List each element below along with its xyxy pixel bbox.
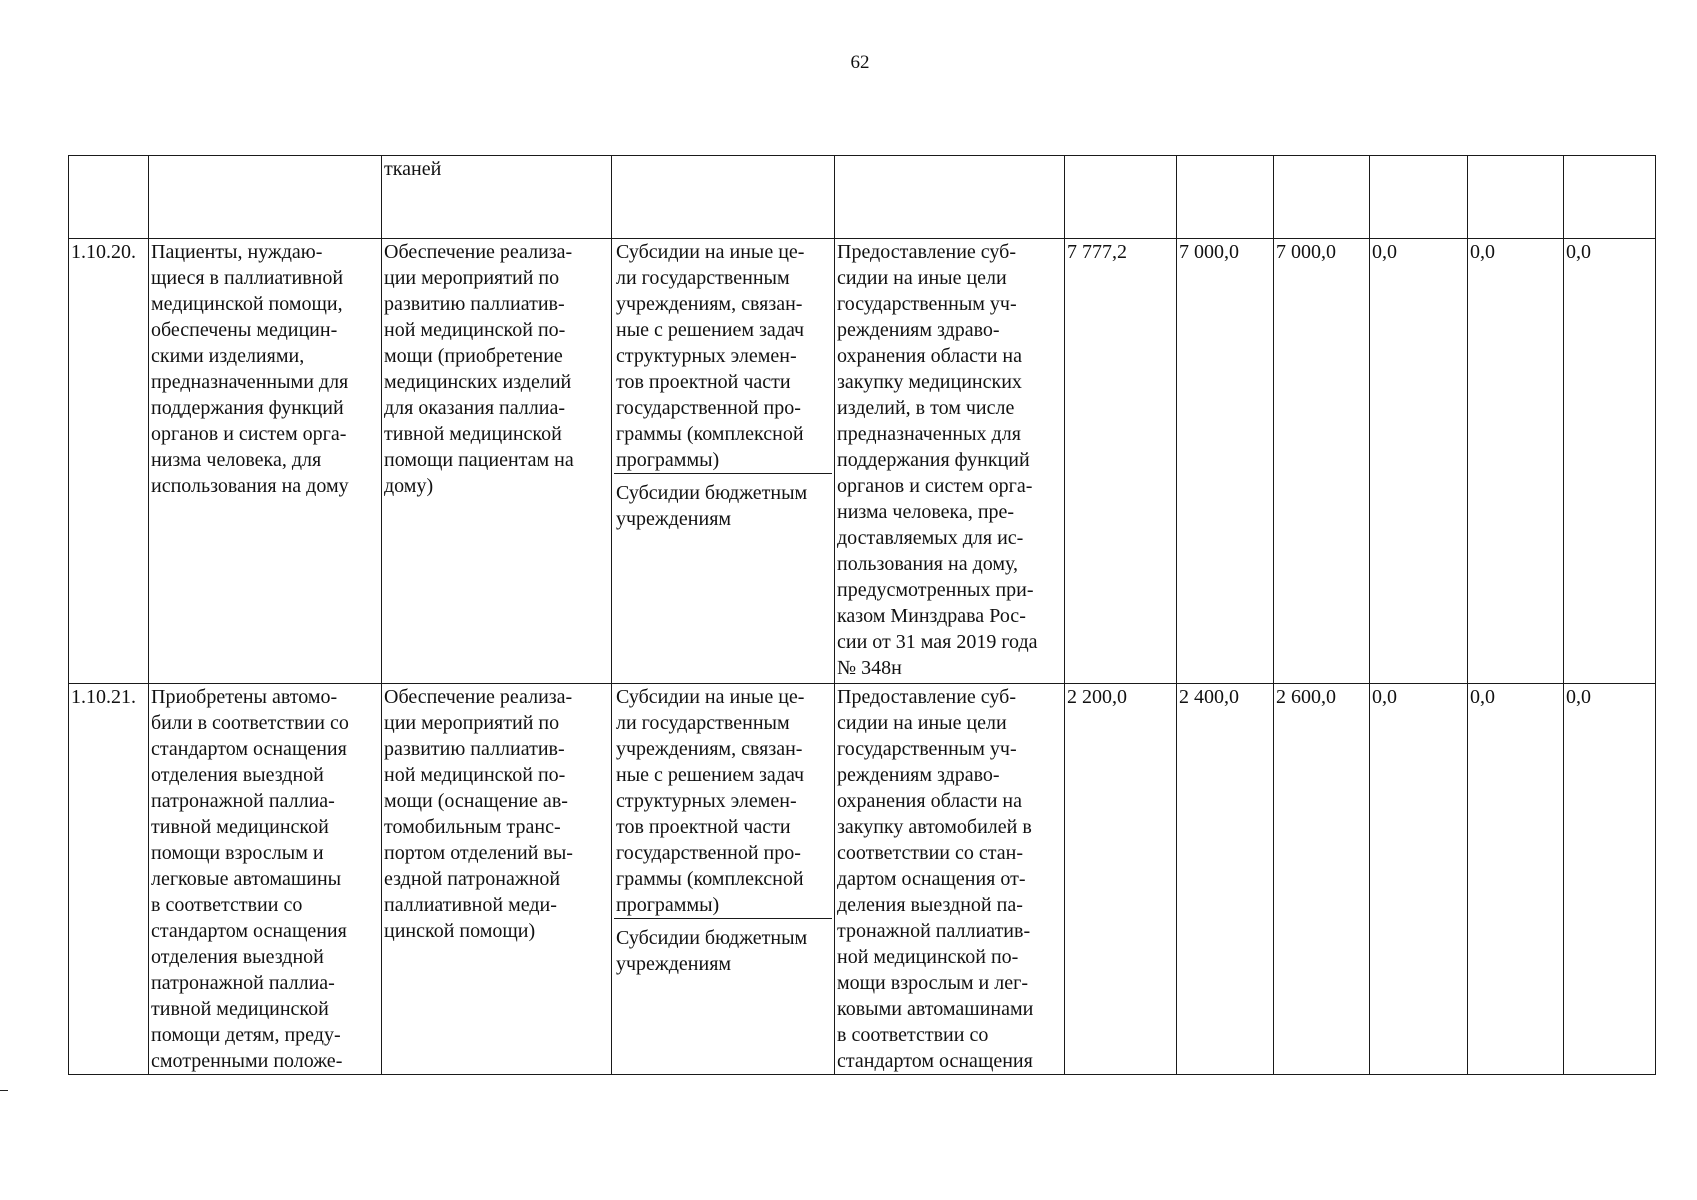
text-line: отделения выездной	[151, 946, 324, 968]
text-line: государственной про-	[616, 842, 801, 864]
text-line: низма человека, пре-	[837, 501, 1015, 523]
text-line: ковыми автомашинами	[837, 998, 1034, 1020]
table-row	[69, 239, 1656, 684]
text-line: ли государственным	[616, 712, 790, 734]
funding-primary	[614, 239, 832, 473]
text-line: учреждениям, связан-	[616, 738, 803, 760]
text-line: органов и систем орга-	[151, 423, 347, 445]
text-line: развитию паллиатив-	[384, 293, 565, 315]
row-number-cell: 1.10.21.	[69, 684, 149, 1075]
value-cell: 0,0	[1564, 239, 1656, 684]
text-line: реждениям здраво-	[837, 764, 1000, 786]
text-line: № 348н	[837, 657, 902, 679]
value-cell: 2 400,0	[1177, 684, 1274, 1075]
text-line: доставляемых для ис-	[837, 527, 1024, 549]
text-line: паллиативной меди-	[384, 894, 557, 916]
text-line: государственной про-	[616, 397, 801, 419]
text-line: Предоставление суб-	[837, 686, 1016, 708]
text-line: граммы (комплексной	[616, 868, 804, 890]
text-line: Субсидии бюджетным	[616, 927, 808, 949]
text-line: Обеспечение реализа-	[384, 241, 573, 263]
table-row	[69, 684, 1656, 1075]
text-line: тов проектной части	[616, 371, 791, 393]
text-line: структурных элемен-	[616, 345, 797, 367]
value-cell: 7 777,2	[1065, 239, 1177, 684]
value-cell	[1065, 156, 1177, 239]
funding-cell	[612, 239, 835, 684]
text-line: реждениям здраво-	[837, 319, 1000, 341]
text-line: скими изделиями,	[151, 345, 305, 367]
text-line: ные с решением задач	[616, 319, 805, 341]
text-line: помощи детям, преду-	[151, 1024, 341, 1046]
text-line: для оказания паллиа-	[384, 397, 565, 419]
text-line: помощи пациентам на	[384, 449, 574, 471]
text-line: мощи (приобретение	[384, 345, 563, 367]
page-number: 62	[850, 52, 870, 73]
text-line: соответствии со стан-	[837, 842, 1023, 864]
text-line: закупку автомобилей в	[837, 816, 1032, 838]
value-cell	[1370, 156, 1468, 239]
text-line: щиеся в паллиативной	[151, 267, 344, 289]
text-line: ездной патронажной	[384, 868, 561, 890]
text-line: охранения области на	[837, 790, 1022, 812]
measure-cell	[382, 239, 612, 684]
text-line: медицинских изделий	[384, 371, 572, 393]
text-line: Обеспечение реализа-	[384, 686, 573, 708]
result-cell	[149, 156, 382, 239]
text-line: государственным уч-	[837, 738, 1017, 760]
value-cell	[1274, 156, 1370, 239]
text-line: охранения области на	[837, 345, 1022, 367]
text-line: деления выездной па-	[837, 894, 1023, 916]
text-line: низма человека, для	[151, 449, 322, 471]
value-cell: 2 600,0	[1274, 684, 1370, 1075]
text-line: в соответствии со	[837, 1024, 989, 1046]
text-line: томобильным транс-	[384, 816, 561, 838]
text-line: казом Минздрава Рос-	[837, 605, 1026, 627]
text-line: смотренными положе-	[151, 1050, 343, 1072]
text-line: Пациенты, нуждаю-	[151, 241, 323, 263]
text-line: помощи взрослым и	[151, 842, 324, 864]
value-cell: 0,0	[1370, 684, 1468, 1075]
text-line: пользования на дому,	[837, 553, 1019, 575]
value-cell: 7 000,0	[1274, 239, 1370, 684]
text-line: предназначенных для	[837, 423, 1021, 445]
row-number-cell	[69, 156, 149, 239]
text-line: ной медицинской по-	[384, 764, 566, 786]
text-line: Субсидии на иные це-	[616, 241, 805, 263]
text-line: патронажной паллиа-	[151, 790, 335, 812]
text-line: Предоставление суб-	[837, 241, 1016, 263]
funding-cell	[612, 684, 835, 1075]
text-line: сидии на иные цели	[837, 712, 1007, 734]
text-line: закупку медицинских	[837, 371, 1022, 393]
value-cell: 0,0	[1468, 239, 1564, 684]
text-line: программы)	[616, 894, 720, 916]
text-line: портом отделений вы-	[384, 842, 573, 864]
text-line: медицинской помощи,	[151, 293, 343, 315]
row-number-cell: 1.10.20.	[69, 239, 149, 684]
text-line: тивной медицинской	[151, 998, 329, 1020]
text-line: в соответствии со	[151, 894, 303, 916]
text-line: легковые автомашины	[151, 868, 342, 890]
text-line: дому)	[384, 475, 434, 497]
text-line: стандартом оснащения	[151, 738, 347, 760]
text-line: дартом оснащения от-	[837, 868, 1026, 890]
text-line: государственным уч-	[837, 293, 1017, 315]
text-line: тов проектной части	[616, 816, 791, 838]
text-line: цинской помощи)	[384, 920, 536, 942]
text-line: мощи взрослым и лег-	[837, 972, 1028, 994]
text-line: программы)	[616, 449, 720, 471]
text-line: Субсидии на иные це-	[616, 686, 805, 708]
funding-secondary	[614, 473, 832, 532]
description-cell	[835, 156, 1065, 239]
text-line: стандартом оснащения	[837, 1050, 1033, 1072]
text-line: предусмотренных при-	[837, 579, 1034, 601]
text-line: поддержания функций	[837, 449, 1030, 471]
text-line: органов и систем орга-	[837, 475, 1033, 497]
text-line: ной медицинской по-	[384, 319, 566, 341]
text-line: развитию паллиатив-	[384, 738, 565, 760]
text-line: тивной медицинской	[151, 816, 329, 838]
text-line: изделий, в том числе	[837, 397, 1015, 419]
text-line: отделения выездной	[151, 764, 324, 786]
text-line: граммы (комплексной	[616, 423, 804, 445]
table-row	[69, 156, 1656, 239]
text-line: сии от 31 мая 2019 года	[837, 631, 1038, 653]
text-line: сидии на иные цели	[837, 267, 1007, 289]
budget-table	[68, 155, 1656, 1075]
value-cell: 0,0	[1564, 684, 1656, 1075]
result-cell	[149, 239, 382, 684]
text-line: ли государственным	[616, 267, 790, 289]
text-line: обеспечены медицин-	[151, 319, 338, 341]
margin-mark	[0, 1090, 8, 1091]
text-line: мощи (оснащение ав-	[384, 790, 568, 812]
funding-primary	[614, 684, 832, 918]
funding-secondary	[614, 918, 832, 977]
value-cell: 2 200,0	[1065, 684, 1177, 1075]
text-line: ции мероприятий по	[384, 712, 560, 734]
value-cell: 0,0	[1468, 684, 1564, 1075]
value-cell: 7 000,0	[1177, 239, 1274, 684]
text-line: ции мероприятий по	[384, 267, 560, 289]
value-cell	[1564, 156, 1656, 239]
description-cell	[835, 684, 1065, 1075]
text-line: патронажной паллиа-	[151, 972, 335, 994]
text-line: использования на дому	[151, 475, 349, 497]
value-cell	[1177, 156, 1274, 239]
text-line: ной медицинской по-	[837, 946, 1019, 968]
value-cell	[1468, 156, 1564, 239]
text-line: били в соответствии со	[151, 712, 349, 734]
funding-cell	[612, 156, 835, 239]
text-line: учреждениям, связан-	[616, 293, 803, 315]
text-line: предназначенными для	[151, 371, 349, 393]
text-line: учреждениям	[616, 508, 732, 530]
text-line: тивной медицинской	[384, 423, 562, 445]
text-line: Приобретены автомо-	[151, 686, 338, 708]
measure-cell	[382, 684, 612, 1075]
text-line: поддержания функций	[151, 397, 344, 419]
text-line: учреждениям	[616, 953, 732, 975]
description-cell	[835, 239, 1065, 684]
text-line: структурных элемен-	[616, 790, 797, 812]
text-line: тканей	[384, 158, 442, 180]
text-line: Субсидии бюджетным	[616, 482, 808, 504]
measure-cell	[382, 156, 612, 239]
text-line: тронажной паллиатив-	[837, 920, 1031, 942]
text-line: стандартом оснащения	[151, 920, 347, 942]
value-cell: 0,0	[1370, 239, 1468, 684]
text-line: ные с решением задач	[616, 764, 805, 786]
result-cell	[149, 684, 382, 1075]
